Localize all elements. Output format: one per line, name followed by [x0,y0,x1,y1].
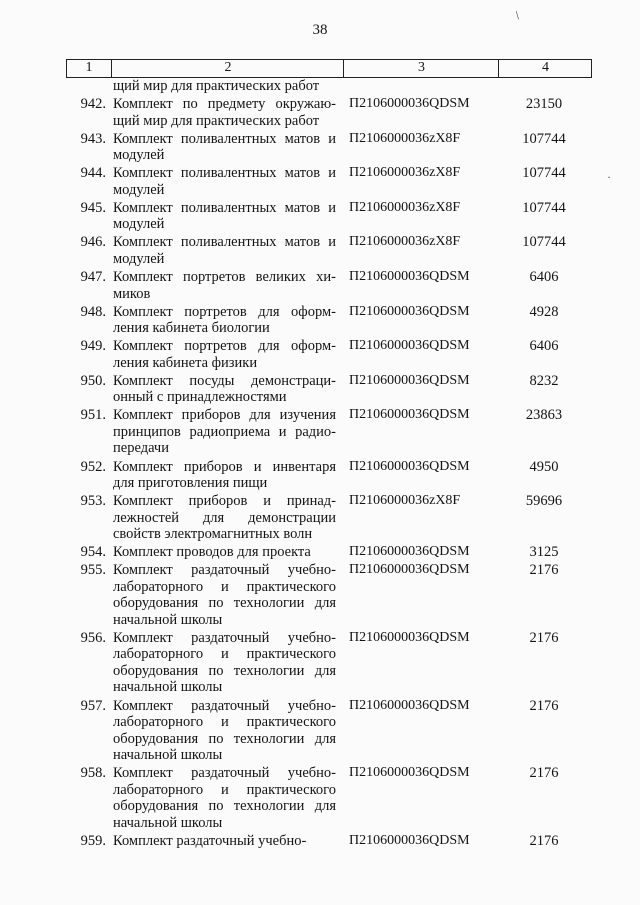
item-name-line: лабораторного и практического [113,781,336,798]
item-name [113,562,336,628]
row-number: 942. [80,96,106,113]
item-name-line: щий мир для практических работ [113,78,320,94]
item-name-line: Комплект портретов для оформ- [113,338,336,355]
table-row [0,234,640,267]
item-name [113,459,336,492]
item-name-line: Комплект приборов для изучения [113,407,336,424]
header-col-4: 4 [498,60,592,77]
item-name-line: Комплект портретов великих хи- [113,269,336,286]
item-name-line: Комплект раздаточный учебно- [113,832,307,849]
item-name-line: оборудования по технологии для [113,662,336,679]
item-name-line: свойств электромагнитных волн [113,526,313,543]
table-row [0,131,640,164]
item-name-line: Комплект приборов и инвентаря [113,458,336,475]
item-name-line: передачи [113,440,169,457]
item-price: 107744 [522,165,566,182]
item-name-line: Комплект поливалентных матов и [113,234,336,251]
table-row [0,630,640,696]
item-code: П2106000036zX8F [349,199,461,215]
table-row [0,459,640,492]
item-price: 59696 [525,493,563,510]
item-price: 4950 [529,458,559,475]
item-name [113,833,336,850]
item-name [113,698,336,764]
row-number: 947. [80,269,106,286]
item-name [113,234,336,267]
page-number: 38 [312,22,328,38]
item-name-line: Комплект поливалентных матов и [113,165,336,182]
table-header [66,59,592,78]
item-name-line: Комплект поливалентных матов и [113,199,336,216]
table-row [0,78,640,95]
item-name-line: оборудования по технологии для [113,595,336,612]
item-price: 2176 [529,832,559,849]
item-price: 107744 [522,130,566,147]
item-name-line: ления кабинета биологии [113,320,270,337]
item-name-line: лабораторного и практического [113,646,336,663]
item-name [113,407,336,457]
row-number: 944. [80,165,106,182]
table-row [0,96,640,129]
header-col-1: 1 [85,60,93,75]
item-name-line: оборудования по технологии для [113,798,336,815]
item-code: П2106000036QDSM [349,697,470,713]
header-col-2: 2 [111,60,344,77]
item-name-line: начальной школы [113,814,223,831]
item-price: 23863 [525,407,563,424]
row-number: 945. [80,199,106,216]
item-name [113,765,336,831]
item-code: П2106000036zX8F [349,493,461,509]
item-name-line: щий мир для практических работ [113,112,320,129]
item-name-line: Комплект приборов и принад- [113,493,336,510]
item-name-line: для приготовления пищи [113,475,268,492]
row-number: 954. [80,544,106,561]
table-row [0,269,640,302]
item-code: П2106000036QDSM [349,338,470,354]
row-number: 946. [80,234,106,251]
item-price: 3125 [529,544,559,561]
item-name-line: лежностей для демонстрации [113,509,336,526]
item-name [113,304,336,337]
item-name-line: оборудования по технологии для [113,730,336,747]
item-name-line: Комплект раздаточный учебно- [113,765,336,782]
item-code: П2106000036QDSM [349,269,470,285]
item-code: П2106000036QDSM [349,458,470,474]
item-code: П2106000036QDSM [349,544,470,560]
item-name-line: лабораторного и практического [113,578,336,595]
item-name-line: Комплект раздаточный учебно- [113,562,336,579]
pen-mark: / [512,8,523,22]
table-row [0,765,640,831]
row-number: 951. [80,407,106,424]
item-name [113,96,336,129]
row-number: 952. [80,458,106,475]
item-name-line: начальной школы [113,747,223,763]
table-row [0,562,640,628]
row-number: 943. [80,130,106,147]
item-name-line: модулей [113,250,165,267]
item-code: П2106000036QDSM [349,765,470,781]
item-name-line: начальной школы [113,611,223,628]
item-price: 4928 [529,303,559,320]
item-code: П2106000036QDSM [349,562,470,578]
item-name [113,269,336,302]
table-row [0,407,640,457]
item-name [113,544,336,561]
item-price: 2176 [529,562,559,579]
item-price: 6406 [529,338,559,355]
item-name-line: миков [113,285,151,302]
table-body [0,78,640,849]
item-name-line: Комплект раздаточный учебно- [113,629,336,646]
item-code: П2106000036zX8F [349,165,461,181]
item-price: 8232 [529,372,559,389]
table-row [0,304,640,337]
table-row [0,493,640,543]
item-code: П2106000036QDSM [349,407,470,423]
item-name [113,200,336,233]
item-code: П2106000036QDSM [349,372,470,388]
item-name-line: модулей [113,147,165,164]
item-code: П2106000036QDSM [349,303,470,319]
row-number: 948. [80,303,106,320]
item-name-line: онный с принадлежностями [113,389,287,406]
item-name [113,131,336,164]
row-number: 959. [80,832,106,849]
item-name-line: начальной школы [113,679,223,696]
item-price: 107744 [522,234,566,251]
header-col-3: 3 [343,60,499,77]
item-name-line: лабораторного и практического [113,714,336,730]
item-name-line: ления кабинета физики [113,354,258,371]
row-number: 956. [80,629,106,646]
item-name-line: модулей [113,181,165,198]
row-number: 953. [80,493,106,510]
item-name [113,165,336,198]
item-code: П2106000036zX8F [349,234,461,250]
row-number: 949. [80,338,106,355]
item-price: 23150 [525,96,563,113]
item-price: 2176 [529,629,559,646]
stray-mark: · [607,170,611,184]
item-code: П2106000036zX8F [349,130,461,146]
item-name-line: принципов радиоприема и радио- [113,423,336,440]
table-row [0,338,640,371]
item-name-line: Комплект посуды демонстраци- [113,372,336,389]
table-row [0,373,640,406]
table-row [0,698,640,764]
table-row [0,544,640,561]
item-code: П2106000036QDSM [349,629,470,645]
item-name [113,493,336,543]
item-name-line: Комплект проводов для проекта [113,544,311,561]
item-price: 6406 [529,269,559,286]
item-name [113,338,336,371]
item-code: П2106000036QDSM [349,832,470,848]
item-name [113,373,336,406]
item-price: 2176 [529,765,559,782]
table-row [0,165,640,198]
table-row [0,833,640,850]
item-name-line: Комплект раздаточный учебно- [113,697,336,714]
item-price: 2176 [529,697,559,714]
table-row [0,200,640,233]
item-name-line: Комплект по предмету окружаю- [113,96,336,113]
item-code: П2106000036QDSM [349,96,470,112]
item-name-line: Комплект поливалентных матов и [113,130,336,147]
item-price: 107744 [522,199,566,216]
item-name [113,630,336,696]
row-number: 958. [80,765,106,782]
row-number: 950. [80,372,106,389]
row-number: 957. [80,697,106,714]
row-number: 955. [80,562,106,579]
item-name-line: Комплект портретов для оформ- [113,303,336,320]
item-name [113,78,336,95]
item-name-line: модулей [113,216,165,233]
